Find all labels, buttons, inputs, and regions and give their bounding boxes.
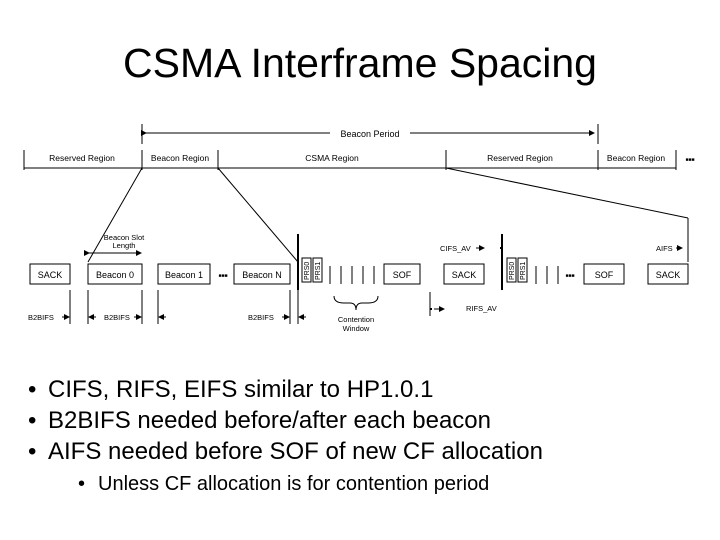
bullet-text: CIFS, RIFS, EIFS similar to HP1.0.1: [48, 376, 434, 403]
b2bifs-label-3: B2BIFS: [248, 313, 274, 322]
cifs-av-label: CIFS_AV: [440, 244, 471, 253]
cifs-av-dot: [500, 247, 502, 249]
frame-sof-2: SOF: [594, 270, 614, 280]
aifs-label: AIFS: [656, 244, 673, 253]
prs0-label-1: PRS0: [304, 261, 311, 280]
contention-brace: [334, 296, 378, 310]
prs1-label-2: PRS1: [520, 261, 527, 280]
beacon-period-label: Beacon Period: [340, 129, 400, 139]
bullet-text: AIFS needed before SOF of new CF allocation: [48, 438, 543, 465]
ellipsis-beacons: ■■■: [218, 273, 228, 279]
b2bifs-label-1: B2BIFS: [28, 313, 54, 322]
bullet-item: • B2BIFS needed before/after each beacon: [28, 407, 491, 434]
csma-interframe-diagram: [0, 110, 720, 340]
contention-label-2: Window: [342, 324, 370, 333]
ellipsis-mid: ■■■: [565, 273, 575, 279]
bullet-list: [28, 374, 708, 497]
slide-title: CSMA Interframe Spacing: [123, 40, 597, 86]
beacon-slot-label-2: Length: [112, 241, 136, 250]
b2bifs-label-2: B2BIFS: [104, 313, 130, 322]
ellipsis-top: ■■■: [685, 157, 695, 163]
sub-bullet-text: Unless CF allocation is for contention period: [98, 473, 490, 495]
frame-sack-3: SACK: [655, 270, 681, 280]
bullet-item: • CIFS, RIFS, EIFS similar to HP1.0.1: [28, 376, 434, 403]
frame-beacon-n: Beacon N: [242, 270, 282, 280]
frame-sof-1: SOF: [392, 270, 412, 280]
frame-sack-2: SACK: [451, 270, 477, 280]
beacon-slot-label-1: Beacon Slot: [103, 233, 145, 242]
region-label-reserved-1: Reserved Region: [49, 153, 115, 163]
sub-bullet-item: • Unless CF allocation is for contention period: [78, 473, 490, 495]
region-label-beacon-1: Beacon Region: [150, 153, 210, 163]
prs-slots: [302, 258, 527, 282]
region-label-csma: CSMA Region: [305, 153, 359, 163]
rifs-av-label: RIFS_AV: [466, 304, 497, 313]
bullet-item: • AIFS needed before SOF of new CF allocation: [28, 438, 543, 465]
frame-beacon-1: Beacon 1: [164, 270, 204, 280]
contention-label-1: Contention: [337, 315, 375, 324]
frame-beacon-0: Beacon 0: [95, 270, 135, 280]
prs0-label-2: PRS0: [509, 261, 516, 280]
frame-sack-1: SACK: [37, 270, 63, 280]
bullet-text: B2BIFS needed before/after each beacon: [48, 407, 491, 434]
region-label-beacon-2: Beacon Region: [606, 153, 666, 163]
region-label-reserved-2: Reserved Region: [487, 153, 553, 163]
prs1-label-1: PRS1: [315, 261, 322, 280]
expansion-lines: [88, 168, 688, 262]
rifs-av-dot: [430, 308, 432, 310]
